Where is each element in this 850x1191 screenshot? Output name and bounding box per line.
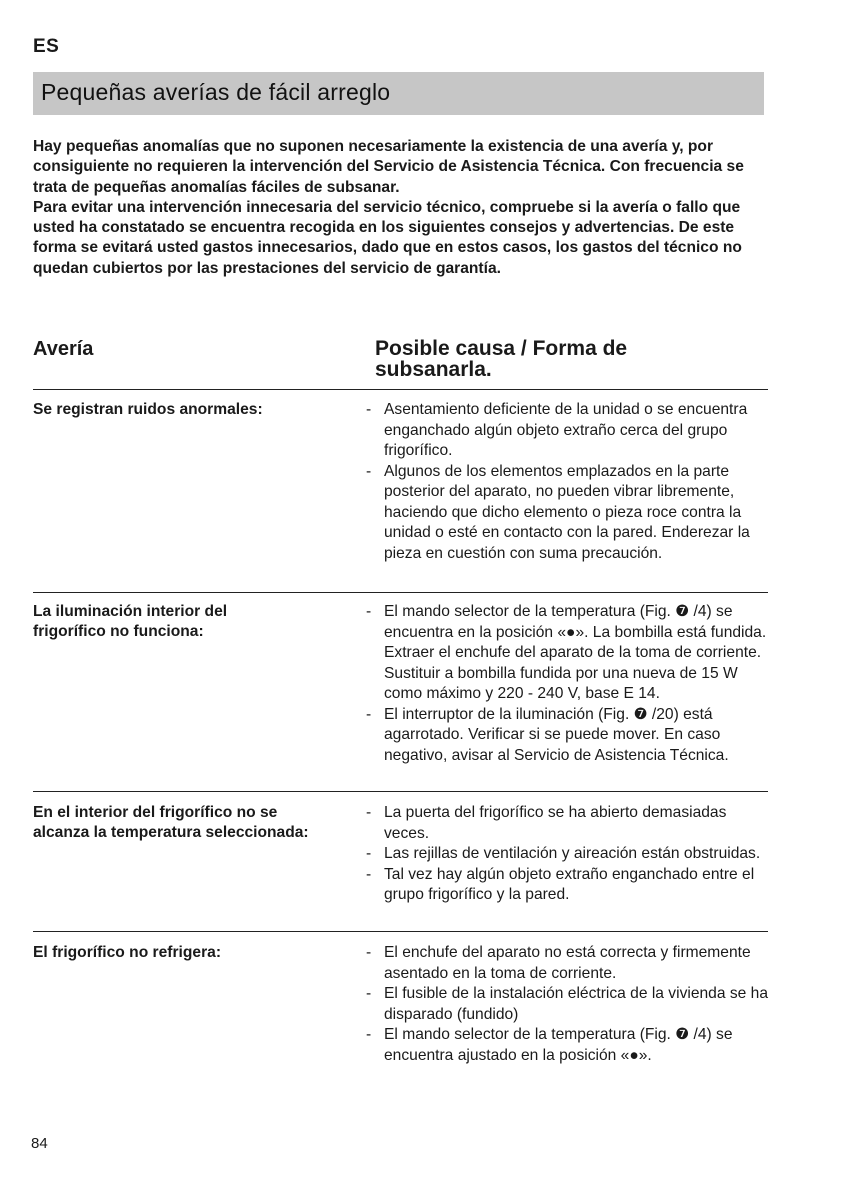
cause-list: [366, 943, 771, 1066]
cause-item: - Las rejillas de ventilación y aireación están obstruidas.: [366, 844, 771, 865]
column-header-fault: Avería: [33, 338, 94, 360]
cause-item: - Algunos de los elementos emplazados en la parte posterior del aparato, no pueden vibrar libremente, haciendo que dicho elemento o pieza roce contra la unidad o esté en contacto con la pared. Enderezar la pieza en cuestión con suma precaución.: [366, 462, 771, 565]
intro-text: [33, 137, 773, 279]
cause-list: [366, 803, 771, 906]
intro-paragraph-1: Hay pequeñas anomalías que no suponen necesariamente la existencia de una avería y, por consiguiente no requieren la intervención del Servicio de Asistencia Técnica. Con frecuencia se trata de pequeñas anomalías fáciles de subsanar.: [33, 138, 744, 196]
section-banner: [33, 72, 764, 115]
cause-item: - Tal vez hay algún objeto extraño enganchado entre el grupo frigorífico y la pared.: [366, 865, 771, 906]
cause-list: [366, 400, 771, 564]
table-rule: [33, 791, 768, 792]
cause-item: - El interruptor de la iluminación (Fig. ❼ /20) está agarrotado. Verificar si se puede mover. En caso negativo, avisar al Servicio de Asistencia Técnica.: [366, 705, 771, 767]
intro-paragraph-2: Para evitar una intervención innecesaria del servicio técnico, compruebe si la avería o fallo que usted ha constatado se encuentra recogida en los siguientes consejos y advertencias. De este forma se evitará usted gastos innecesarios, dado que en estos casos, los gastos del técnico no quedan cubiertos por las prestaciones del servicio de garantía.: [33, 198, 742, 277]
table-rule: [33, 389, 768, 390]
fault-label: El frigorífico no refrigera:: [33, 944, 222, 961]
language-code: ES: [33, 36, 60, 57]
fault-label: Se registran ruidos anormales:: [33, 401, 263, 418]
cause-item: - El enchufe del aparato no está correcta y firmemente asentado en la toma de corriente.: [366, 943, 771, 984]
fault-label: En el interior del frigorífico no se alcanza la temperatura seleccionada:: [33, 804, 309, 841]
cause-item: - El fusible de la instalación eléctrica de la vivienda se ha disparado (fundido): [366, 984, 771, 1025]
cause-item: - La puerta del frigorífico se ha abierto demasiadas veces.: [366, 803, 771, 844]
cause-item: - El mando selector de la temperatura (Fig. ❼ /4) se encuentra ajustado en la posición «●».: [366, 1025, 771, 1066]
cause-item: - El mando selector de la temperatura (Fig. ❼ /4) se encuentra en la posición «●». La bombilla está fundida. Extraer el enchufe del aparato de la toma de corriente. Sustituir a bombilla fundida por una nueva de 15 W como máximo y 220 - 240 V, base E 14.: [366, 602, 771, 705]
section-title: Pequeñas averías de fácil arreglo: [41, 79, 391, 105]
cause-item: - Asentamiento deficiente de la unidad o se encuentra enganchado algún objeto extraño cerca del grupo frigorífico.: [366, 400, 771, 462]
cause-list: [366, 602, 771, 766]
table-rule: [33, 592, 768, 593]
column-header-cause: Posible causa / Forma de subsanarla.: [375, 337, 628, 381]
fault-label: La iluminación interior del frigorífico no funciona:: [33, 603, 228, 640]
table-rule: [33, 931, 768, 932]
page-number: 84: [31, 1135, 48, 1152]
